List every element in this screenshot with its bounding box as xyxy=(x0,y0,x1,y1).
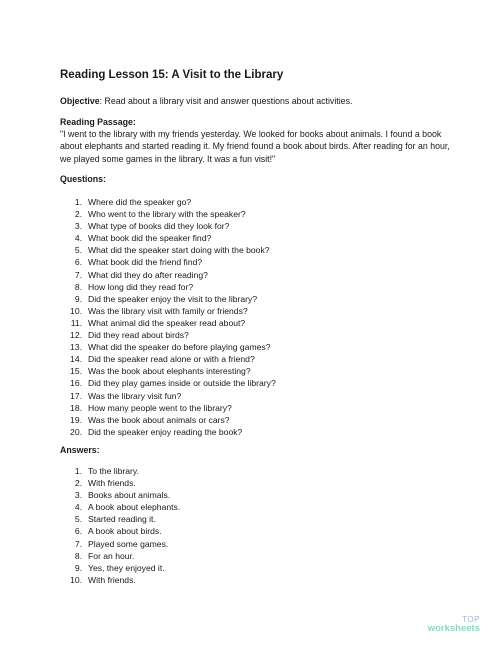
list-text: Was the book about elephants interesting? xyxy=(88,366,251,377)
list-text: What animal did the speaker read about? xyxy=(88,317,246,328)
questions-heading: Questions: xyxy=(60,174,106,184)
list-number: 12. xyxy=(70,330,82,341)
list-text: Was the book about animals or cars? xyxy=(88,414,230,425)
list-number: 3. xyxy=(74,221,82,232)
list-number: 5. xyxy=(74,245,82,256)
list-text: Where did the speaker go? xyxy=(88,197,192,207)
list-text: Did the speaker enjoy the visit to the library? xyxy=(88,293,258,304)
list-number: 20. xyxy=(70,426,82,437)
passage-text: "I went to the library with my friends yesterday. We looked for books about animals. I found a book about elephants and started reading it. My friend found a book about birds. After reading for an hour, we played some games in the library. It was a fun visit!" xyxy=(60,129,450,164)
list-number: 9. xyxy=(74,293,82,304)
list-text: How many people went to the library? xyxy=(88,402,232,413)
page-title: Reading Lesson 15: A Visit to the Library xyxy=(60,69,284,81)
list-number: 5. xyxy=(74,514,82,525)
list-text: What did they do after reading? xyxy=(88,269,208,280)
list-number: 7. xyxy=(74,538,82,549)
list-text: With friends. xyxy=(88,478,136,489)
logo-top-text: TOP xyxy=(462,615,480,624)
passage-heading: Reading Passage: xyxy=(60,117,136,127)
list-number: 10. xyxy=(70,574,82,585)
list-number: 19. xyxy=(70,414,82,425)
list-text: What book did the speaker find? xyxy=(88,233,212,244)
list-number: 15. xyxy=(70,366,82,377)
list-text: A book about elephants. xyxy=(88,502,181,513)
list-text: What type of books did they look for? xyxy=(88,221,230,232)
list-number: 9. xyxy=(74,562,82,573)
list-number: 1. xyxy=(74,466,82,476)
list-number: 6. xyxy=(74,257,82,268)
list-text: Yes, they enjoyed it. xyxy=(88,562,165,573)
list-number: 3. xyxy=(74,490,82,501)
list-number: 13. xyxy=(70,342,82,353)
list-number: 10. xyxy=(70,305,82,316)
list-text: Did the speaker enjoy reading the book? xyxy=(88,426,243,437)
list-number: 17. xyxy=(70,390,82,401)
list-number: 2. xyxy=(74,478,82,489)
list-number: 4. xyxy=(74,502,82,513)
list-number: 11. xyxy=(70,317,82,328)
list-text: A book about birds. xyxy=(88,526,162,537)
list-number: 8. xyxy=(74,281,82,292)
list-text: What book did the friend find? xyxy=(88,257,203,268)
list-text: Did they read about birds? xyxy=(88,330,189,341)
objective xyxy=(60,96,352,106)
list-text: How long did they read for? xyxy=(88,281,194,292)
list-text: Did they play games inside or outside the library? xyxy=(88,378,276,389)
list-number: 14. xyxy=(70,354,82,365)
objective-label: Objective xyxy=(60,96,100,106)
list-text: Played some games. xyxy=(88,538,169,549)
answers-heading: Answers: xyxy=(60,445,100,455)
topworksheets-logo xyxy=(428,615,480,633)
list-number: 4. xyxy=(74,233,82,244)
list-text: What did the speaker start doing with the book? xyxy=(88,245,270,256)
list-number: 6. xyxy=(74,526,82,537)
logo-bottom-text: worksheets xyxy=(427,623,480,634)
list-text: Who went to the library with the speaker? xyxy=(88,209,246,220)
list-text: Was the library visit with family or friends? xyxy=(88,305,248,316)
list-text: With friends. xyxy=(88,574,136,585)
list-text: Books about animals. xyxy=(88,490,171,501)
list-text: To the library. xyxy=(88,466,139,476)
list-number: 8. xyxy=(74,550,82,561)
list-text: What did the speaker do before playing games? xyxy=(88,342,271,353)
list-text: Did the speaker read alone or with a friend? xyxy=(88,354,255,365)
list-text: Started reading it. xyxy=(88,514,156,525)
list-number: 2. xyxy=(74,209,82,220)
list-number: 1. xyxy=(74,197,82,207)
objective-text: : Read about a library visit and answer questions about activities. xyxy=(99,96,353,106)
list-text: For an hour. xyxy=(88,550,135,561)
list-number: 16. xyxy=(70,378,82,389)
list-number: 7. xyxy=(74,269,82,280)
list-number: 18. xyxy=(70,402,82,413)
list-text: Was the library visit fun? xyxy=(88,390,182,401)
